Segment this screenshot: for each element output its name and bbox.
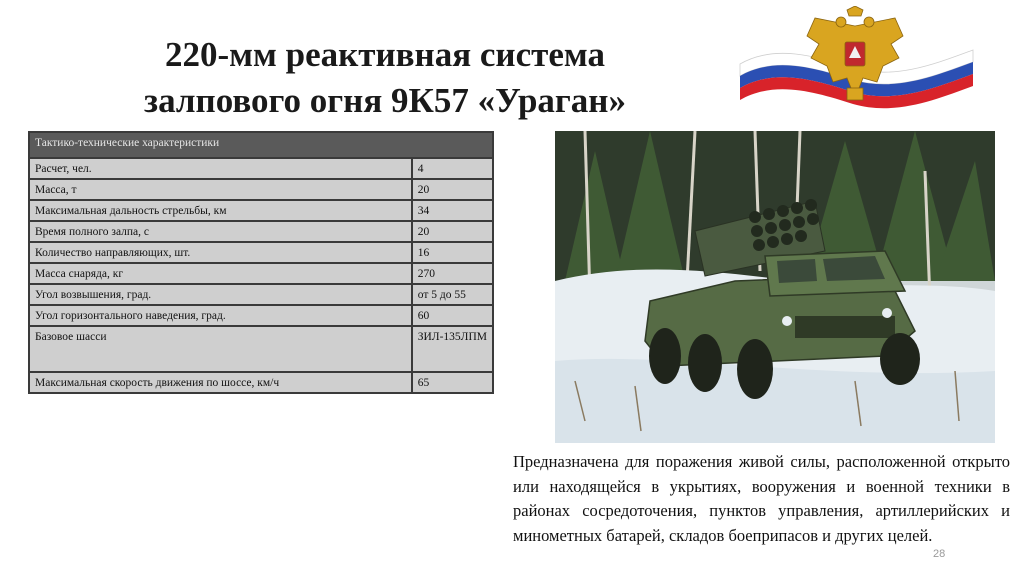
slide-title [60,32,710,124]
spec-label: Количество направляющих, шт. [29,242,412,263]
spec-value: 20 [412,221,493,242]
spec-value: ЗИЛ-135ЛПМ [412,326,493,372]
mlrs-vehicle-photo [555,131,995,443]
spec-label: Угол возвышения, град. [29,284,412,305]
table-row [29,372,493,393]
table-row [29,158,493,179]
title-line-1: 220-мм реактивная система [165,35,605,74]
table-row [29,263,493,284]
spec-label: Максимальная скорость движения по шоссе, км/ч [29,372,412,393]
specs-header-row [29,132,493,158]
spec-value: 34 [412,200,493,221]
title-line-2: залпового огня 9К57 «Ураган» [144,81,626,120]
russian-coat-of-arms-icon [735,6,975,110]
spec-label: Масса, т [29,179,412,200]
description-text: Предназначена для поражения живой силы, расположенной открыто или находящейся в укрытиях, вооружения и военной техники в районах сосредоточения, пунктов управления, артиллерийских и минометных батарей, складов боеприпасов и других целей. [513,452,1010,545]
spec-label: Время полного залпа, с [29,221,412,242]
table-row [29,305,493,326]
spec-label: Максимальная дальность стрельбы, км [29,200,412,221]
spec-value: 16 [412,242,493,263]
specs-table [28,131,494,394]
table-row [29,284,493,305]
spec-label: Угол горизонтального наведения, град. [29,305,412,326]
table-row [29,200,493,221]
spec-label: Масса снаряда, кг [29,263,412,284]
table-row [29,326,493,372]
spec-value: от 5 до 55 [412,284,493,305]
spec-value: 65 [412,372,493,393]
spec-value: 270 [412,263,493,284]
spec-value: 4 [412,158,493,179]
table-row [29,221,493,242]
spec-value: 20 [412,179,493,200]
spec-value: 60 [412,305,493,326]
page-number: 28 [933,548,946,560]
specs-header: Тактико-технические характеристики [29,132,493,158]
spec-label: Базовое шасси [29,326,412,372]
table-row [29,242,493,263]
spec-label: Расчет, чел. [29,158,412,179]
table-row [29,179,493,200]
